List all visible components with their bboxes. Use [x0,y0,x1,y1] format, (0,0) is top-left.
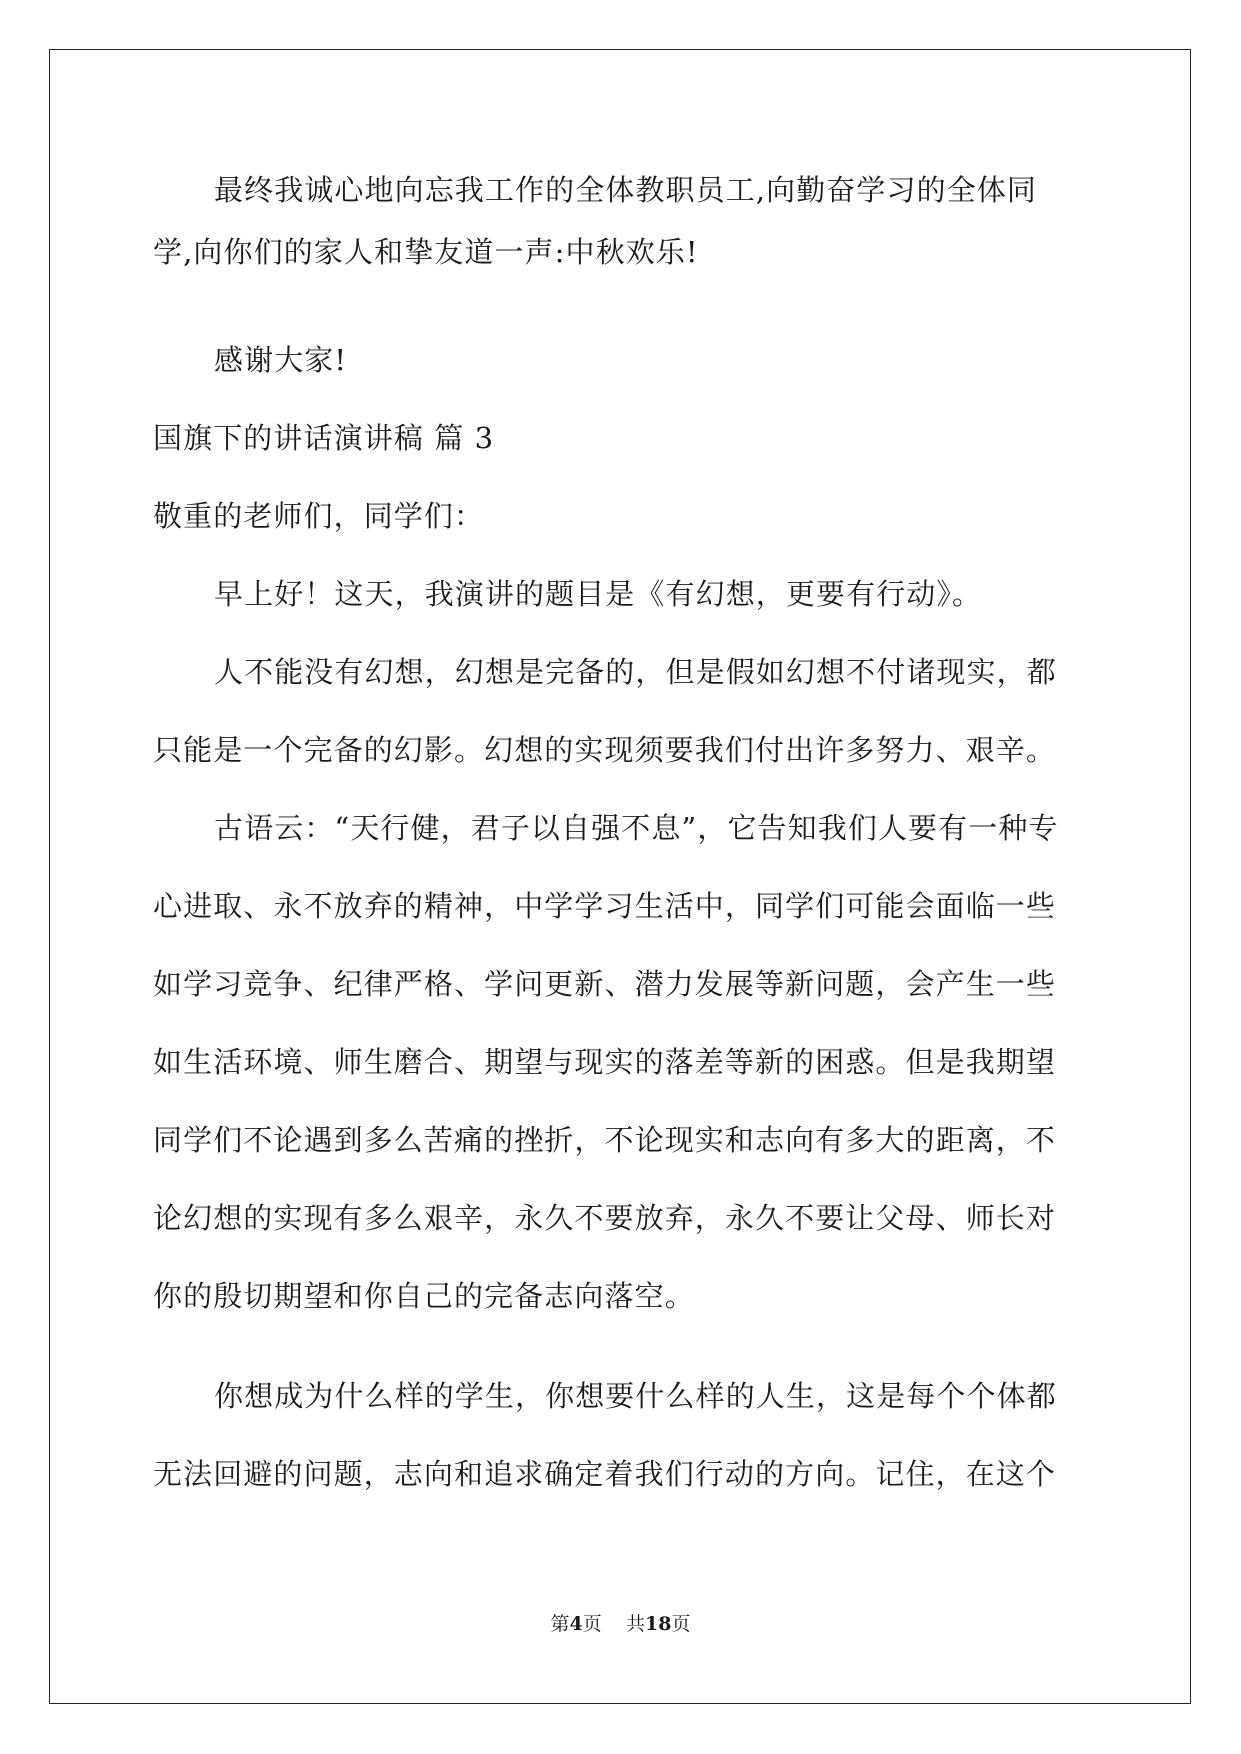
text-line: 论幻想的实现有多么艰辛，永久不要放弃，永久不要让父母、师长对 [153,1201,1057,1235]
text-line: 同学们不论遇到多么苦痛的挫折，不论现实和志向有多大的距离，不 [153,1123,1057,1157]
section-heading: 国旗下的讲话演讲稿 篇 3 [153,421,495,455]
text-line: 人不能没有幻想，幻想是完备的，但是假如幻想不付诸现实，都 [214,655,1057,689]
text-line: 早上好！这天，我演讲的题目是《有幻想，更要有行动》。 [214,577,983,611]
text-line: 无法回避的问题，志向和追求确定着我们行动的方向。记住，在这个 [153,1457,1057,1491]
salutation: 敬重的老师们，同学们： [153,499,485,533]
footer-total-pages: 18 [644,1613,672,1635]
footer-prefix: 第 [550,1613,570,1635]
text-line: 你想成为什么样的学生，你想要什么样的人生，这是每个个体都 [214,1379,1057,1413]
text-line: 学,向你们的家人和挚友道一声:中秋欢乐! [153,235,699,269]
footer-total-prefix: 共 [625,1613,645,1635]
text-line: 心进取、永不放弃的精神，中学学习生活中，同学们可能会面临一些 [153,889,1057,923]
footer-page-number: 4 [569,1613,583,1635]
footer-page-suffix: 页 [582,1613,602,1635]
text-line: 你的殷切期望和你自己的完备志向落空。 [153,1279,695,1313]
text-line: 古语云：“天行健，君子以自强不息”，它告知我们人要有一种专 [214,811,1059,845]
footer-total-suffix: 页 [671,1613,691,1635]
text-line: 感谢大家! [214,343,348,377]
text-line: 最终我诚心地向忘我工作的全体教职员工,向勤奋学习的全体同 [214,173,1038,207]
text-line: 只能是一个完备的幻影。幻想的实现须要我们付出许多努力、艰辛。 [153,733,1057,767]
text-line: 如学习竞争、纪律严格、学问更新、潜力发展等新问题，会产生一些 [153,967,1057,1001]
page-footer [0,1612,1241,1636]
text-line: 如生活环境、师生磨合、期望与现实的落差等新的困惑。但是我期望 [153,1045,1057,1079]
